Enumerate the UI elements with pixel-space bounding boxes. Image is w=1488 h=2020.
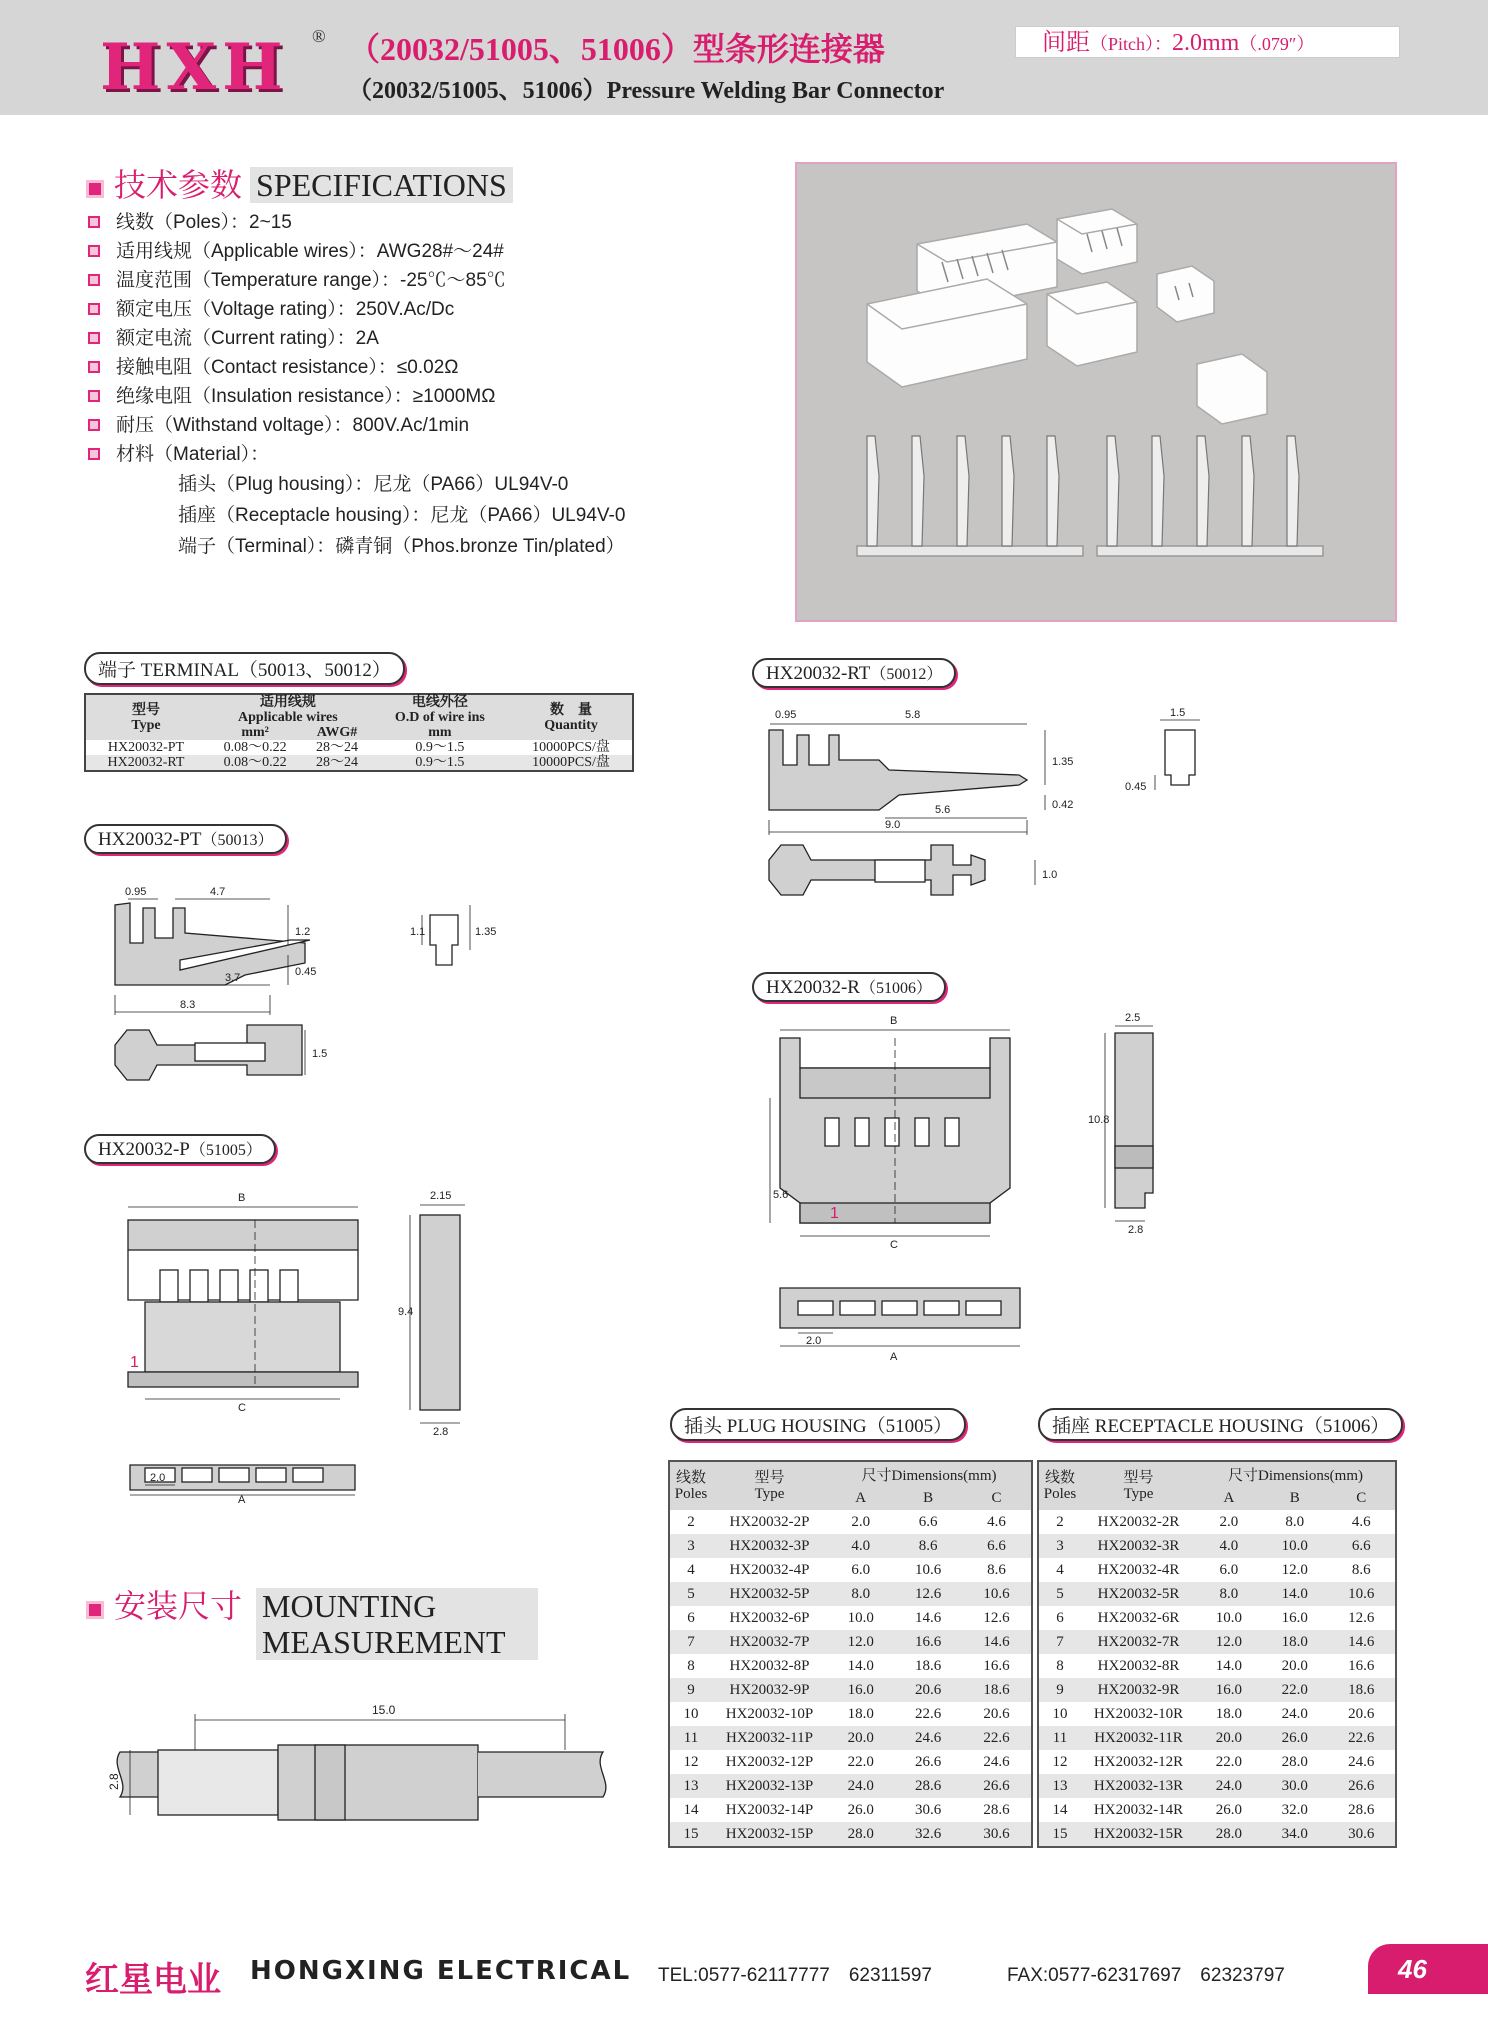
table-cell: 16.0 bbox=[847, 1681, 874, 1698]
table-cell: HX20032-9R bbox=[1097, 1681, 1180, 1698]
table-cell: HX20032-3P bbox=[729, 1537, 810, 1554]
table-cell: 30.6 bbox=[1348, 1825, 1375, 1842]
product-photo bbox=[795, 162, 1397, 622]
spec-item: 接触电阻（Contact resistance）：≤0.02Ω bbox=[88, 353, 625, 382]
table-cell: 26.0 bbox=[847, 1801, 874, 1818]
th-type: 型号 Type bbox=[1081, 1461, 1196, 1510]
table-cell: 22.6 bbox=[1348, 1729, 1375, 1746]
table-cell: 18.6 bbox=[983, 1681, 1010, 1698]
r-dim: 2.0 bbox=[806, 1335, 822, 1347]
table-cell: HX20032-6P bbox=[729, 1609, 810, 1626]
table-cell: 24.0 bbox=[847, 1777, 874, 1794]
th-col-c: C bbox=[1328, 1486, 1396, 1510]
th-mm2: mm² bbox=[241, 725, 269, 740]
table-cell: 26.0 bbox=[1281, 1729, 1308, 1746]
rt-dim: 0.42 bbox=[1052, 799, 1074, 811]
table-cell: 14.0 bbox=[1281, 1585, 1308, 1602]
mounting-drawing bbox=[107, 1700, 630, 1840]
r-drawing-label: HX20032-R（51006） bbox=[752, 972, 946, 1002]
table-cell: 12.6 bbox=[1348, 1609, 1375, 1626]
pt-dim: 1.5 bbox=[312, 1048, 328, 1060]
table-cell: HX20032-13P bbox=[725, 1777, 814, 1794]
table-cell: 18.6 bbox=[1348, 1681, 1375, 1698]
table-cell: 13 bbox=[683, 1777, 699, 1794]
terminal-label-cn: 端子 bbox=[98, 660, 137, 681]
table-row bbox=[669, 1558, 1032, 1582]
mounting-title-cn: 安装尺寸 bbox=[114, 1588, 243, 1624]
table-cell: HX20032-7R bbox=[1097, 1633, 1180, 1650]
table-cell: 26.6 bbox=[983, 1777, 1010, 1794]
table-cell: 15 bbox=[1052, 1825, 1068, 1842]
table-cell: HX20032-5R bbox=[1097, 1585, 1180, 1602]
table-row bbox=[1038, 1798, 1396, 1822]
table-cell: 8.0 bbox=[851, 1585, 871, 1602]
table-cell: 28.6 bbox=[915, 1777, 942, 1794]
table-row bbox=[1038, 1750, 1396, 1774]
th-col-b: B bbox=[1262, 1486, 1328, 1510]
th-type: 型号 Type bbox=[712, 1461, 827, 1510]
table-cell: 20.6 bbox=[983, 1705, 1010, 1722]
table-cell: 32.0 bbox=[1281, 1801, 1308, 1818]
spec-item: 适用线规（Applicable wires）：AWG28#～24# bbox=[88, 237, 625, 266]
registered-mark: ® bbox=[312, 26, 326, 46]
table-cell: HX20032-9P bbox=[729, 1681, 810, 1698]
table-row bbox=[1038, 1582, 1396, 1606]
table-cell: 11 bbox=[1052, 1729, 1068, 1746]
table-cell: HX20032-15R bbox=[1093, 1825, 1184, 1842]
specifications-title bbox=[86, 160, 513, 206]
table-cell: 6.6 bbox=[918, 1513, 938, 1530]
th-dims: 尺寸Dimensions(mm) bbox=[1196, 1461, 1396, 1486]
table-cell: 14.0 bbox=[847, 1657, 874, 1674]
table-cell: 14.6 bbox=[983, 1633, 1010, 1650]
table-cell: 8.6 bbox=[918, 1537, 938, 1554]
table-cell: HX20032-6R bbox=[1097, 1609, 1180, 1626]
r-dim: A bbox=[890, 1351, 898, 1363]
table-cell: 28.6 bbox=[983, 1801, 1010, 1818]
th-qty: 数 量 Quantity bbox=[544, 702, 598, 733]
table-cell: HX20032-14R bbox=[1093, 1801, 1184, 1818]
table-cell: 28.6 bbox=[1348, 1801, 1375, 1818]
table-cell: 12.6 bbox=[915, 1585, 942, 1602]
p-dim: 1 bbox=[130, 1354, 139, 1371]
table-row bbox=[669, 1750, 1032, 1774]
table-cell: 24.6 bbox=[915, 1729, 942, 1746]
table-cell: 10 bbox=[1052, 1705, 1068, 1722]
page-number: 46 bbox=[1368, 1944, 1488, 1994]
table-cell: 22.0 bbox=[847, 1753, 874, 1770]
rt-drawing-label: HX20032-RT（50012） bbox=[752, 658, 956, 688]
th-awg: AWG# bbox=[316, 725, 358, 740]
th-col-a: A bbox=[827, 1486, 894, 1510]
spec-item: 绝缘电阻（Insulation resistance）：≥1000MΩ bbox=[88, 382, 625, 411]
table-row bbox=[669, 1822, 1032, 1847]
footer-tel: TEL:0577-62117777 62311597 bbox=[658, 1965, 932, 1986]
table-cell: 14 bbox=[1052, 1801, 1068, 1818]
table-cell: 4.0 bbox=[851, 1537, 871, 1554]
p-dim: 2.15 bbox=[430, 1190, 452, 1202]
table-cell: 12 bbox=[1052, 1753, 1068, 1770]
section-square-icon bbox=[86, 180, 104, 198]
pitch-value: 2.0mm bbox=[1172, 30, 1240, 56]
pt-dim: 8.3 bbox=[180, 999, 196, 1011]
table-cell: 5 bbox=[687, 1585, 695, 1602]
table-cell: 6.0 bbox=[851, 1561, 871, 1578]
table-cell: HX20032-2R bbox=[1097, 1513, 1180, 1530]
table-row bbox=[1038, 1510, 1396, 1534]
table-cell: 20.6 bbox=[915, 1681, 942, 1698]
rt-dim: 1.35 bbox=[1052, 756, 1074, 768]
table-cell: HX20032-10R bbox=[1093, 1705, 1184, 1722]
table-cell: 18.6 bbox=[915, 1657, 942, 1674]
table-cell: 6 bbox=[687, 1609, 695, 1626]
table-cell: 12 bbox=[683, 1753, 699, 1770]
table-cell: 22.0 bbox=[1281, 1681, 1308, 1698]
table-cell: 16.0 bbox=[1281, 1609, 1308, 1626]
brand-logo: HXH bbox=[100, 30, 289, 105]
table-cell: 26.6 bbox=[915, 1753, 942, 1770]
pt-dim: 1.1 bbox=[410, 926, 426, 938]
table-cell: 12.0 bbox=[847, 1633, 874, 1650]
mounting-title-en-2: MEASUREMENT bbox=[256, 1624, 538, 1660]
pt-terminal-drawing bbox=[100, 875, 520, 1110]
table-row bbox=[1038, 1606, 1396, 1630]
table-cell: 6.6 bbox=[1351, 1537, 1371, 1554]
th-mm: mm bbox=[428, 725, 452, 740]
table-cell: 22.0 bbox=[1215, 1753, 1243, 1770]
table-cell: 14 bbox=[683, 1801, 699, 1818]
table-cell: HX20032-2P bbox=[729, 1513, 810, 1530]
rt-dim: 5.6 bbox=[935, 804, 951, 816]
spec-item: 温度范围（Temperature range）：-25℃～85℃ bbox=[88, 266, 625, 295]
receptacle-housing-table bbox=[1037, 1460, 1397, 1848]
r-dim: 2.8 bbox=[1128, 1224, 1144, 1236]
r-dim: B bbox=[890, 1015, 898, 1027]
p-dim: B bbox=[238, 1192, 246, 1204]
table-row bbox=[669, 1582, 1032, 1606]
terminal-table-label bbox=[84, 652, 405, 685]
table-cell: 20.0 bbox=[1281, 1657, 1308, 1674]
page-title-en: （20032/51005、51006）Pressure Welding Bar Connector bbox=[348, 78, 945, 104]
spec-item: 耐压（Withstand voltage）：800V.Ac/1min bbox=[88, 411, 625, 440]
table-cell: 2.0 bbox=[1219, 1513, 1239, 1530]
table-cell: HX20032-12R bbox=[1093, 1753, 1184, 1770]
table-row bbox=[1038, 1774, 1396, 1798]
table-cell: 16.6 bbox=[983, 1657, 1010, 1674]
table-cell: 10 bbox=[683, 1705, 699, 1722]
th-wires: 适用线规 Applicable wires bbox=[238, 695, 338, 725]
table-cell: 2.0 bbox=[851, 1513, 871, 1530]
r-dim: 5.6 bbox=[773, 1189, 789, 1201]
th-poles: 线数 Poles bbox=[1038, 1461, 1081, 1510]
table-cell: 30.6 bbox=[915, 1801, 942, 1818]
p-housing-drawing bbox=[110, 1185, 510, 1505]
table-row bbox=[669, 1630, 1032, 1654]
table-cell: 3 bbox=[687, 1537, 695, 1554]
table-cell: HX20032-12P bbox=[725, 1753, 814, 1770]
table-cell: 10.0 bbox=[1215, 1609, 1243, 1626]
table-cell: HX20032-7P bbox=[729, 1633, 810, 1650]
table-cell: 28.0 bbox=[1215, 1825, 1243, 1842]
table-row bbox=[1038, 1678, 1396, 1702]
rt-terminal-drawing bbox=[755, 700, 1255, 935]
table-cell: HX20032-4P bbox=[729, 1561, 810, 1578]
terminal-table bbox=[84, 693, 634, 772]
product-photo-illustration bbox=[797, 164, 1395, 620]
table-cell: 12.0 bbox=[1281, 1561, 1308, 1578]
table-cell: 18.0 bbox=[847, 1705, 874, 1722]
table-row bbox=[1038, 1534, 1396, 1558]
rt-dim: 1.5 bbox=[1170, 707, 1186, 719]
spec-title-cn: 技术参数 bbox=[114, 167, 243, 203]
table-row bbox=[1038, 1558, 1396, 1582]
th-poles: 线数 Poles bbox=[669, 1461, 712, 1510]
table-cell: 20.0 bbox=[1215, 1729, 1243, 1746]
table-cell: 20.6 bbox=[1348, 1705, 1375, 1722]
table-cell: 30.6 bbox=[983, 1825, 1010, 1842]
pt-dim: 1.35 bbox=[475, 926, 497, 938]
r-dim: 2.5 bbox=[1125, 1012, 1141, 1024]
table-cell: 5 bbox=[1056, 1585, 1064, 1602]
table-cell: HX20032-10P bbox=[725, 1705, 814, 1722]
table-row bbox=[669, 1510, 1032, 1534]
terminal-label-en: TERMINAL（50013、50012） bbox=[140, 660, 391, 681]
table-cell: 3 bbox=[1056, 1537, 1064, 1554]
table-cell: 4.6 bbox=[1351, 1513, 1371, 1530]
spec-item: 材料（Material）： bbox=[88, 440, 625, 469]
table-cell: 6 bbox=[1056, 1609, 1064, 1626]
spec-item: 线数（Poles）：2~15 bbox=[88, 208, 625, 237]
spec-item: 额定电流（Current rating）：2A bbox=[88, 324, 625, 353]
footer-company-en: HONGXING ELECTRICAL bbox=[250, 1956, 632, 1986]
table-cell: 24.6 bbox=[983, 1753, 1010, 1770]
mounting-title bbox=[86, 1588, 506, 1660]
rt-dim: 0.45 bbox=[1125, 781, 1147, 793]
th-col-c: C bbox=[962, 1486, 1032, 1510]
table-cell: 4.6 bbox=[987, 1513, 1006, 1530]
table-cell: 7 bbox=[687, 1633, 695, 1650]
table-cell: 10.6 bbox=[915, 1561, 942, 1578]
table-cell: 8.0 bbox=[1285, 1513, 1305, 1530]
table-row bbox=[669, 1678, 1032, 1702]
table-cell: 14.0 bbox=[1215, 1657, 1243, 1674]
th-col-b: B bbox=[894, 1486, 961, 1510]
table-cell: 8 bbox=[1056, 1657, 1064, 1674]
table-cell: HX20032-3R bbox=[1097, 1537, 1180, 1554]
material-item: 插头（Plug housing）：尼龙（PA66）UL94V-0 bbox=[178, 474, 569, 495]
table-cell: 2 bbox=[1056, 1513, 1064, 1530]
table-cell: HX20032-11R bbox=[1094, 1729, 1183, 1746]
mounting-dim-length: 15.0 bbox=[372, 1703, 396, 1717]
table-cell: HX20032-8P bbox=[729, 1657, 810, 1674]
table-row bbox=[669, 1774, 1032, 1798]
table-cell: 22.6 bbox=[983, 1729, 1010, 1746]
table-cell: 24.0 bbox=[1281, 1705, 1308, 1722]
page-title-cn: （20032/51005、51006）型条形连接器 bbox=[348, 31, 885, 67]
p-dim: 2.8 bbox=[433, 1426, 449, 1438]
table-row bbox=[1038, 1702, 1396, 1726]
table-cell: 11 bbox=[683, 1729, 699, 1746]
table-row bbox=[1038, 1654, 1396, 1678]
r-dim: 1 bbox=[830, 1205, 839, 1222]
spec-title-en: SPECIFICATIONS bbox=[250, 167, 513, 203]
table-cell: 4 bbox=[687, 1561, 695, 1578]
footer-company-cn: 红星电业 bbox=[85, 1960, 221, 2000]
th-type: 型号 Type bbox=[131, 702, 161, 733]
table-cell: 16.6 bbox=[1348, 1657, 1375, 1674]
table-cell: 18.0 bbox=[1281, 1633, 1308, 1650]
pitch-label: （Pitch）： bbox=[1090, 34, 1173, 54]
table-row bbox=[1038, 1726, 1396, 1750]
table-cell: 10.6 bbox=[1348, 1585, 1375, 1602]
table-cell: 26.6 bbox=[1348, 1777, 1375, 1794]
table-cell: 32.6 bbox=[915, 1825, 942, 1842]
table-cell: 30.0 bbox=[1281, 1777, 1308, 1794]
table-cell: HX20032-15P bbox=[725, 1825, 814, 1842]
pitch-inch: （.079″） bbox=[1239, 34, 1315, 54]
material-item: 端子（Terminal）：磷青铜（Phos.bronze Tin/plated） bbox=[178, 536, 625, 557]
table-cell: 16.6 bbox=[915, 1633, 942, 1650]
table-row: HX20032-PT 0.08～0.22 28～24 0.9～1.5 10000PCS/盘 bbox=[107, 740, 610, 755]
pt-dim: 0.45 bbox=[295, 966, 317, 978]
table-cell: 13 bbox=[1052, 1777, 1068, 1794]
r-dim: 10.8 bbox=[1088, 1114, 1110, 1126]
table-cell: HX20032-4R bbox=[1097, 1561, 1180, 1578]
table-cell: 22.6 bbox=[915, 1705, 942, 1722]
table-row bbox=[669, 1726, 1032, 1750]
table-cell: 8.6 bbox=[987, 1561, 1006, 1578]
table-cell: 28.0 bbox=[847, 1825, 874, 1842]
th-od: 电线外径 O.D of wire ins bbox=[394, 695, 485, 725]
pt-dim: 1.2 bbox=[295, 926, 311, 938]
th-col-a: A bbox=[1196, 1486, 1262, 1510]
table-cell: 12.6 bbox=[983, 1609, 1010, 1626]
mounting-dim-height: 2.8 bbox=[107, 1773, 121, 1790]
spec-list bbox=[88, 208, 625, 562]
section-square-icon bbox=[86, 1601, 104, 1619]
pt-dim: 0.95 bbox=[125, 886, 147, 898]
table-cell: 16.0 bbox=[1215, 1681, 1243, 1698]
table-cell: HX20032-11P bbox=[726, 1729, 813, 1746]
table-cell: 7 bbox=[1056, 1633, 1064, 1650]
rt-dim: 5.8 bbox=[905, 709, 921, 721]
table-cell: 2 bbox=[687, 1513, 695, 1530]
table-row bbox=[669, 1606, 1032, 1630]
table-row bbox=[669, 1702, 1032, 1726]
r-dim: C bbox=[890, 1239, 898, 1251]
table-row bbox=[1038, 1822, 1396, 1847]
table-cell: 9 bbox=[687, 1681, 695, 1698]
table-cell: 4 bbox=[1056, 1561, 1064, 1578]
table-row bbox=[669, 1798, 1032, 1822]
mounting-title-en-1: MOUNTING bbox=[256, 1588, 538, 1624]
table-cell: HX20032-13R bbox=[1093, 1777, 1184, 1794]
table-cell: HX20032-8R bbox=[1097, 1657, 1180, 1674]
pt-dim: 3.7 bbox=[225, 972, 241, 984]
table-row bbox=[1038, 1630, 1396, 1654]
table-cell: 20.0 bbox=[847, 1729, 874, 1746]
p-dim: C bbox=[238, 1402, 246, 1414]
table-row bbox=[669, 1654, 1032, 1678]
th-dims: 尺寸Dimensions(mm) bbox=[827, 1461, 1032, 1486]
pt-drawing-label: HX20032-PT（50013） bbox=[84, 824, 287, 854]
p-drawing-label: HX20032-P（51005） bbox=[84, 1134, 276, 1164]
table-cell: 34.0 bbox=[1281, 1825, 1308, 1842]
spec-item: 额定电压（Voltage rating）：250V.Ac/Dc bbox=[88, 295, 625, 324]
table-cell: 6.0 bbox=[1219, 1561, 1239, 1578]
rt-dim: 0.95 bbox=[775, 709, 797, 721]
table-row: HX20032-RT 0.08～0.22 28～24 0.9～1.5 10000PCS/盘 bbox=[85, 755, 633, 771]
table-cell: 10.6 bbox=[983, 1585, 1010, 1602]
table-cell: 28.0 bbox=[1281, 1753, 1308, 1770]
table-cell: 8.6 bbox=[1351, 1561, 1371, 1578]
table-cell: 10.0 bbox=[1281, 1537, 1308, 1554]
p-dim: A bbox=[238, 1494, 246, 1506]
receptacle-table-label: 插座 RECEPTACLE HOUSING（51006） bbox=[1038, 1408, 1403, 1441]
table-cell: 6.6 bbox=[987, 1537, 1006, 1554]
table-cell: 15 bbox=[683, 1825, 699, 1842]
table-cell: 24.0 bbox=[1215, 1777, 1243, 1794]
plug-housing-table bbox=[668, 1460, 1033, 1848]
table-cell: 26.0 bbox=[1215, 1801, 1243, 1818]
pitch-cn: 间距 bbox=[1042, 30, 1090, 56]
table-cell: 14.6 bbox=[915, 1609, 942, 1626]
table-cell: HX20032-5P bbox=[729, 1585, 810, 1602]
table-cell: HX20032-14P bbox=[725, 1801, 814, 1818]
footer-fax: FAX:0577-62317697 62323797 bbox=[1007, 1965, 1285, 1986]
material-item: 插座（Receptacle housing）：尼龙（PA66）UL94V-0 bbox=[178, 505, 626, 526]
table-cell: 4.0 bbox=[1219, 1537, 1239, 1554]
table-cell: 12.0 bbox=[1215, 1633, 1243, 1650]
table-cell: 18.0 bbox=[1215, 1705, 1243, 1722]
rt-dim: 1.0 bbox=[1042, 869, 1058, 881]
table-cell: 14.6 bbox=[1348, 1633, 1375, 1650]
table-cell: 10.0 bbox=[847, 1609, 874, 1626]
table-row bbox=[669, 1534, 1032, 1558]
p-dim: 9.4 bbox=[398, 1306, 414, 1318]
p-dim: 2.0 bbox=[150, 1472, 166, 1484]
table-cell: 8 bbox=[687, 1657, 695, 1674]
plug-table-label: 插头 PLUG HOUSING（51005） bbox=[670, 1408, 966, 1441]
table-cell: 24.6 bbox=[1348, 1753, 1375, 1770]
r-housing-drawing bbox=[770, 1008, 1190, 1368]
pitch-box bbox=[1015, 26, 1400, 58]
pt-dim: 4.7 bbox=[210, 886, 226, 898]
table-cell: 8.0 bbox=[1219, 1585, 1239, 1602]
table-cell: 9 bbox=[1056, 1681, 1064, 1698]
rt-dim: 9.0 bbox=[885, 819, 901, 831]
